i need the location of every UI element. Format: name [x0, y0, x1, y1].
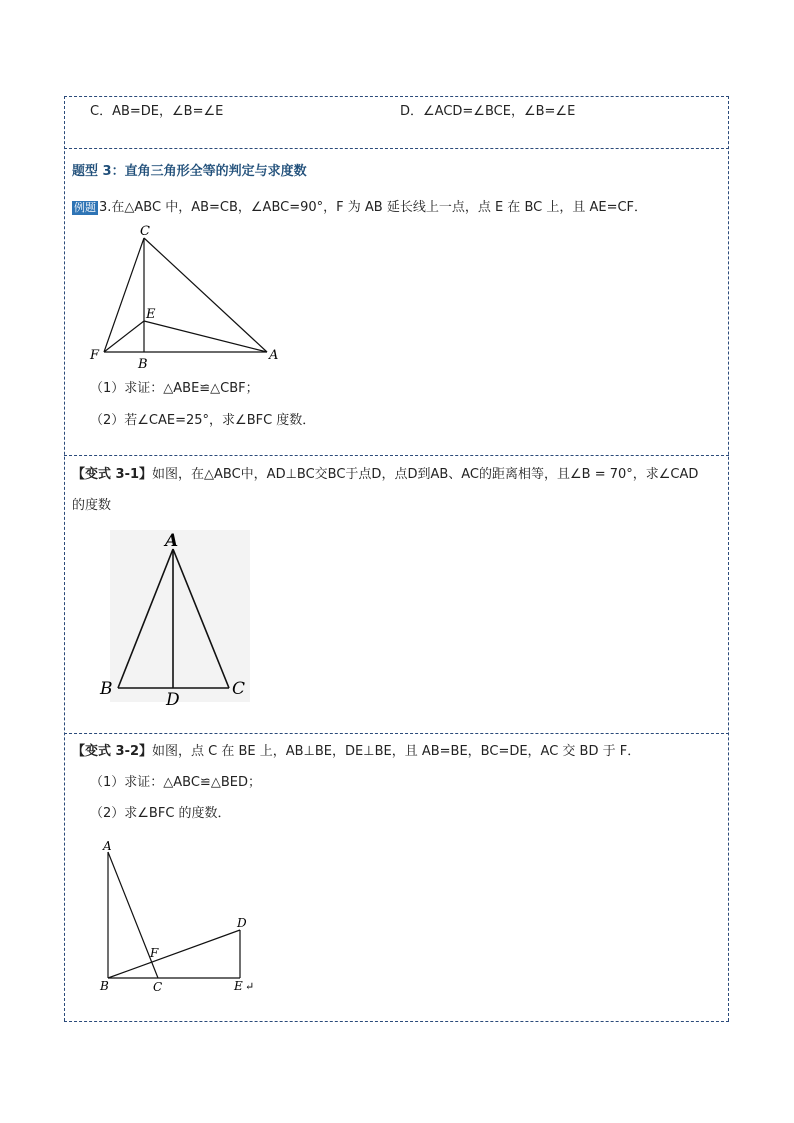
option-c: C．AB=DE，∠B=∠E — [90, 104, 224, 119]
label-B: B — [100, 679, 113, 699]
variant32-figure — [95, 838, 265, 998]
label-C: C — [232, 679, 246, 699]
segment-BD — [108, 930, 240, 978]
label-D: D — [237, 916, 247, 930]
label-B: B — [100, 979, 109, 993]
variant32-q2: （2）求∠BFC 的度数． — [90, 806, 231, 821]
divider-options — [64, 148, 729, 149]
section3-heading: 题型 3：直角三角形全等的判定与求度数 — [72, 164, 307, 179]
example3-q1: （1）求证：△ABE≌△CBF； — [90, 381, 259, 396]
example3-figure — [85, 222, 285, 372]
divider-variant31 — [64, 733, 729, 734]
variant31-statement — [72, 467, 698, 483]
segment-EA — [144, 321, 267, 352]
example3-q2: （2）若∠CAE=25°，求∠BFC 度数． — [90, 413, 316, 428]
label-E: E — [234, 979, 243, 993]
segment-CA — [144, 238, 267, 352]
label-F: F — [90, 348, 100, 363]
variant32-statement — [72, 744, 640, 760]
example-badge: 例题 — [74, 201, 96, 214]
label-D: D — [166, 690, 180, 709]
frame-right-border — [728, 96, 729, 1021]
divider-top — [64, 96, 729, 97]
variant31-text-cont: 的度数 — [72, 498, 112, 513]
divider-example3 — [64, 455, 729, 456]
label-A: A — [269, 348, 279, 363]
option-d: D．∠ACD=∠BCE，∠B=∠E — [400, 104, 576, 119]
label-E: E — [146, 307, 156, 322]
frame-left-border — [64, 96, 65, 1021]
example3-statement — [72, 200, 647, 216]
variant31-figure — [95, 527, 255, 709]
label-F: F — [150, 946, 159, 960]
label-B: B — [138, 357, 148, 372]
figure-background — [110, 530, 250, 702]
example3-text: 3.在△ABC 中，AB=CB，∠ABC=90°，F 为 AB 延长线上一点，点 E 在 BC 上，且 AE=CF． — [99, 200, 648, 215]
label-A: A — [103, 839, 112, 853]
return-mark: ↵ — [245, 980, 255, 993]
variant31-label: 【变式 3-1】 — [72, 467, 153, 482]
segment-CF — [104, 238, 144, 352]
divider-bottom — [64, 1021, 729, 1022]
variant31-text: 如图，在△ABC中，AD⊥BC交BC于点D，点D到AB、AC的距离相等，且∠B = 70°，求∠CAD — [152, 467, 699, 482]
variant32-label: 【变式 3-2】 — [72, 744, 153, 759]
variant32-q1: （1）求证：△ABC≌△BED； — [90, 775, 261, 790]
label-A: A — [165, 531, 179, 551]
label-C: C — [153, 980, 163, 994]
label-C: C — [140, 224, 150, 239]
variant32-text: 如图，点 C 在 BE 上，AB⊥BE，DE⊥BE，且 AB=BE，BC=DE，AC 交 BD 于 F． — [152, 744, 641, 759]
